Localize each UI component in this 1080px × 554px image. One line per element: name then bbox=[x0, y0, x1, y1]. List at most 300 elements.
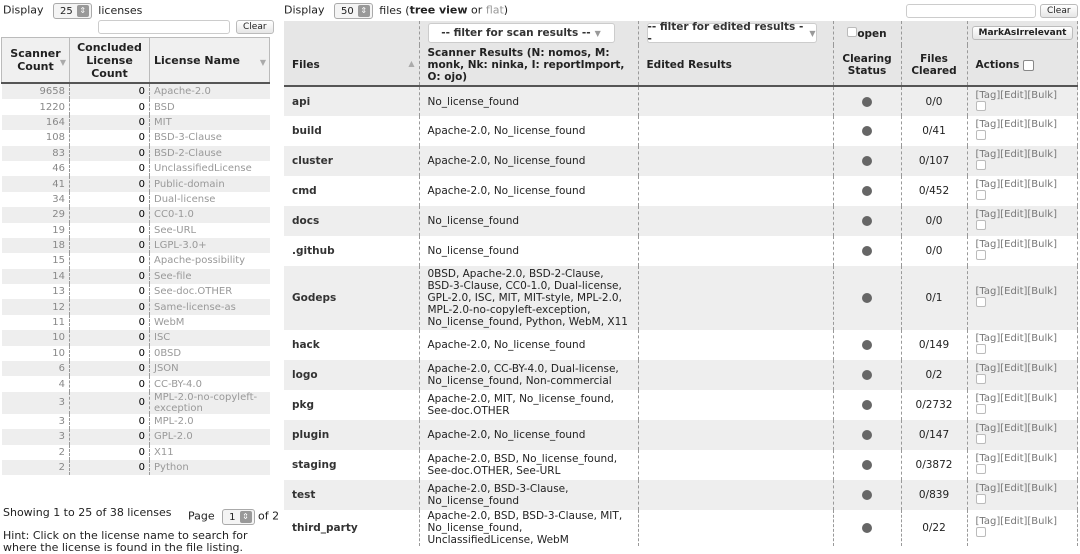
license-display-control bbox=[3, 3, 142, 19]
license-row bbox=[2, 223, 270, 238]
scanner-results: Apache-2.0, No_license_found bbox=[419, 330, 638, 360]
col-files-cleared[interactable]: Files Cleared bbox=[901, 45, 967, 86]
license-name-link[interactable]: ISC bbox=[150, 330, 270, 345]
files-cleared: 0/0 bbox=[901, 206, 967, 236]
action-tag-link[interactable]: [Tag] bbox=[975, 516, 1001, 527]
open-checkbox[interactable] bbox=[847, 27, 857, 37]
license-row bbox=[2, 192, 270, 207]
file-row bbox=[284, 510, 1078, 546]
scanner-count: 164 bbox=[2, 115, 70, 130]
row-checkbox[interactable] bbox=[976, 190, 986, 200]
row-checkbox[interactable] bbox=[976, 220, 986, 230]
edited-results bbox=[638, 390, 833, 420]
action-tag-link[interactable]: [Tag] bbox=[975, 286, 1001, 297]
concluded-count: 0 bbox=[70, 330, 150, 345]
status-dot-icon bbox=[862, 370, 872, 380]
license-row bbox=[2, 146, 270, 161]
file-row bbox=[284, 330, 1078, 360]
concluded-count: 0 bbox=[70, 429, 150, 444]
clearing-status bbox=[833, 330, 901, 360]
clearing-status bbox=[833, 176, 901, 206]
clearing-status bbox=[833, 206, 901, 236]
license-row bbox=[2, 238, 270, 253]
scanner-count: 1220 bbox=[2, 99, 70, 114]
actions-cell bbox=[967, 206, 1078, 236]
license-name-link[interactable]: MPL-2.0 bbox=[150, 414, 270, 429]
concluded-count: 0 bbox=[70, 223, 150, 238]
concluded-count: 0 bbox=[70, 346, 150, 361]
file-name-link[interactable]: docs bbox=[284, 206, 419, 236]
edited-results bbox=[638, 146, 833, 176]
license-name-link[interactable]: BSD-3-Clause bbox=[150, 130, 270, 145]
files-display-control: Display 50 ⇕ files (tree view or flat) bbox=[284, 3, 508, 19]
file-row bbox=[284, 266, 1078, 330]
license-row bbox=[2, 361, 270, 376]
status-dot-icon bbox=[862, 97, 872, 107]
concluded-count: 0 bbox=[70, 460, 150, 475]
scanner-count: 2 bbox=[2, 460, 70, 475]
row-checkbox[interactable] bbox=[976, 494, 986, 504]
file-name-link[interactable]: logo bbox=[284, 360, 419, 390]
clearing-status bbox=[833, 236, 901, 266]
license-name-link[interactable]: See-file bbox=[150, 269, 270, 284]
license-name-link[interactable]: Dual-license bbox=[150, 192, 270, 207]
row-checkbox[interactable] bbox=[976, 250, 986, 260]
license-page-select[interactable]: 1 ⇕ bbox=[222, 509, 254, 525]
scanner-count: 11 bbox=[2, 315, 70, 330]
clearing-status bbox=[833, 390, 901, 420]
edited-results bbox=[638, 360, 833, 390]
file-row bbox=[284, 360, 1078, 390]
scanner-results: Apache-2.0, No_license_found bbox=[419, 176, 638, 206]
license-showing-info: Showing 1 to 25 of 38 licenses bbox=[3, 506, 172, 519]
sort-icon: ▼ bbox=[259, 58, 266, 67]
file-name-link[interactable]: api bbox=[284, 86, 419, 116]
scanner-results: Apache-2.0, BSD, No_license_found, See-doc.OTHER, See-URL bbox=[419, 450, 638, 480]
action-edit-link[interactable]: [Edit] bbox=[1000, 239, 1028, 250]
license-row bbox=[2, 315, 270, 330]
license-row bbox=[2, 130, 270, 145]
edited-results bbox=[638, 450, 833, 480]
concluded-count: 0 bbox=[70, 192, 150, 207]
scanner-count: 12 bbox=[2, 299, 70, 314]
flat-view-link[interactable]: flat bbox=[485, 3, 504, 17]
action-edit-link[interactable]: [Edit] bbox=[1000, 483, 1028, 494]
license-row bbox=[2, 445, 270, 460]
status-dot-icon bbox=[862, 156, 872, 166]
files-cleared: 0/452 bbox=[901, 176, 967, 206]
action-bulk-link[interactable]: [Bulk] bbox=[1027, 209, 1057, 220]
license-row bbox=[2, 346, 270, 361]
scanner-results: Apache-2.0, No_license_found bbox=[419, 420, 638, 450]
license-row bbox=[2, 83, 270, 99]
tree-view-link[interactable]: tree view bbox=[409, 3, 468, 17]
action-tag-link[interactable]: [Tag] bbox=[975, 483, 1001, 494]
scanner-results: Apache-2.0, BSD, BSD-3-Clause, MIT, No_license_found, UnclassifiedLicense, WebM bbox=[419, 510, 638, 546]
edited-results bbox=[638, 236, 833, 266]
action-edit-link[interactable]: [Edit] bbox=[1000, 516, 1028, 527]
license-name-link[interactable]: LGPL-3.0+ bbox=[150, 238, 270, 253]
edited-results bbox=[638, 116, 833, 146]
scanner-results: Apache-2.0, No_license_found bbox=[419, 116, 638, 146]
license-row bbox=[2, 115, 270, 130]
action-edit-link[interactable]: [Edit] bbox=[1000, 89, 1028, 101]
edited-results bbox=[638, 266, 833, 330]
file-name-link[interactable]: cluster bbox=[284, 146, 419, 176]
clearing-status bbox=[833, 480, 901, 510]
files-clear-button[interactable]: Clear bbox=[1040, 4, 1078, 18]
scanner-count: 10 bbox=[2, 346, 70, 361]
files-search-input[interactable] bbox=[906, 4, 1036, 18]
file-row bbox=[284, 116, 1078, 146]
scanner-count: 13 bbox=[2, 284, 70, 299]
action-bulk-link[interactable]: [Bulk] bbox=[1027, 89, 1057, 101]
clearing-status bbox=[833, 266, 901, 330]
sort-up-icon: ▲ bbox=[408, 59, 415, 68]
files-cleared: 0/1 bbox=[901, 266, 967, 330]
license-name-link[interactable]: Apache-2.0 bbox=[150, 83, 270, 99]
filter-scan-cell bbox=[419, 21, 638, 45]
file-row bbox=[284, 480, 1078, 510]
col-scanner-results[interactable]: Scanner Results (N: nomos, M: monk, Nk: ninka, I: reportImport, O: ojo) bbox=[419, 45, 638, 86]
files-cleared: 0/2 bbox=[901, 360, 967, 390]
row-checkbox[interactable] bbox=[976, 464, 986, 474]
scanner-count: 108 bbox=[2, 130, 70, 145]
concluded-count: 0 bbox=[70, 83, 150, 99]
file-name-link[interactable]: hack bbox=[284, 330, 419, 360]
license-row bbox=[2, 176, 270, 191]
concluded-count: 0 bbox=[70, 238, 150, 253]
file-row bbox=[284, 390, 1078, 420]
file-name-link[interactable]: plugin bbox=[284, 420, 419, 450]
filter-edited-cell bbox=[638, 21, 833, 45]
row-checkbox[interactable] bbox=[976, 101, 986, 111]
action-bulk-link[interactable]: [Bulk] bbox=[1027, 483, 1057, 494]
clearing-status bbox=[833, 450, 901, 480]
scanner-count: 41 bbox=[2, 176, 70, 191]
file-row bbox=[284, 176, 1078, 206]
file-name-link[interactable]: pkg bbox=[284, 390, 419, 420]
file-row bbox=[284, 146, 1078, 176]
edited-results bbox=[638, 176, 833, 206]
license-name-link[interactable]: 0BSD bbox=[150, 346, 270, 361]
scanner-count: 10 bbox=[2, 330, 70, 345]
filter-edited-select[interactable]: -- filter for edited results -- ▼ bbox=[647, 21, 816, 45]
license-name-link[interactable]: Same-license-as bbox=[150, 299, 270, 314]
scanner-count: 14 bbox=[2, 269, 70, 284]
row-checkbox[interactable] bbox=[976, 297, 986, 307]
action-edit-link[interactable]: [Edit] bbox=[1000, 393, 1028, 404]
edited-results bbox=[638, 480, 833, 510]
action-edit-link[interactable]: [Edit] bbox=[1000, 453, 1028, 464]
action-tag-link[interactable]: [Tag] bbox=[975, 179, 1001, 190]
action-edit-link[interactable]: [Edit] bbox=[1000, 286, 1028, 297]
action-tag-link[interactable]: [Tag] bbox=[975, 239, 1001, 250]
filter-scan-select[interactable]: -- filter for scan results -- ▼ bbox=[428, 23, 615, 43]
scanner-count: 2 bbox=[2, 445, 70, 460]
licenses-label: licenses bbox=[98, 3, 143, 17]
license-name-link[interactable]: UnclassifiedLicense bbox=[150, 161, 270, 176]
scanner-count: 3 bbox=[2, 392, 70, 414]
license-name-link[interactable]: GPL-2.0 bbox=[150, 429, 270, 444]
col-clearing-status[interactable]: Clearing Status bbox=[833, 45, 901, 86]
scanner-count: 9658 bbox=[2, 83, 70, 99]
actions-cell bbox=[967, 86, 1078, 116]
scanner-count: 46 bbox=[2, 161, 70, 176]
col-license-name[interactable]: License Name ▼ bbox=[150, 38, 270, 84]
status-dot-icon bbox=[862, 293, 872, 303]
col-edited-results[interactable]: Edited Results bbox=[638, 45, 833, 86]
license-name-link[interactable]: See-doc.OTHER bbox=[150, 284, 270, 299]
concluded-count: 0 bbox=[70, 445, 150, 460]
actions-cell bbox=[967, 360, 1078, 390]
row-checkbox[interactable] bbox=[976, 404, 986, 414]
license-row bbox=[2, 284, 270, 299]
files-cleared: 0/0 bbox=[901, 236, 967, 266]
mark-irrelevant-cell bbox=[967, 21, 1078, 45]
license-name-link[interactable]: CC-BY-4.0 bbox=[150, 376, 270, 391]
files-cleared: 0/2732 bbox=[901, 390, 967, 420]
action-bulk-link[interactable]: [Bulk] bbox=[1027, 333, 1057, 344]
license-row bbox=[2, 253, 270, 268]
concluded-count: 0 bbox=[70, 99, 150, 114]
license-row bbox=[2, 330, 270, 345]
clearing-status bbox=[833, 510, 901, 546]
license-name-link[interactable]: WebM bbox=[150, 315, 270, 330]
concluded-count: 0 bbox=[70, 115, 150, 130]
file-row bbox=[284, 206, 1078, 236]
status-dot-icon bbox=[862, 430, 872, 440]
action-tag-link[interactable]: [Tag] bbox=[975, 119, 1001, 130]
license-row bbox=[2, 392, 270, 414]
license-row bbox=[2, 99, 270, 114]
edited-results bbox=[638, 86, 833, 116]
row-checkbox[interactable] bbox=[976, 527, 986, 537]
action-bulk-link[interactable]: [Bulk] bbox=[1027, 119, 1057, 130]
concluded-count: 0 bbox=[70, 269, 150, 284]
col-concluded-count[interactable]: Concluded License Count bbox=[70, 38, 150, 84]
action-bulk-link[interactable]: [Bulk] bbox=[1027, 453, 1057, 464]
license-name-link[interactable]: X11 bbox=[150, 445, 270, 460]
row-checkbox[interactable] bbox=[976, 434, 986, 444]
actions-cell bbox=[967, 176, 1078, 206]
license-row bbox=[2, 161, 270, 176]
license-row bbox=[2, 429, 270, 444]
chevron-down-icon: ▼ bbox=[809, 28, 816, 38]
chevron-updown-icon: ⇕ bbox=[358, 5, 370, 17]
col-files[interactable]: Files ▲ bbox=[284, 45, 419, 86]
action-bulk-link[interactable]: [Bulk] bbox=[1027, 423, 1057, 434]
file-name-link[interactable]: Godeps bbox=[284, 266, 419, 330]
edited-results bbox=[638, 510, 833, 546]
action-tag-link[interactable]: [Tag] bbox=[975, 209, 1001, 220]
chevron-updown-icon: ⇕ bbox=[240, 511, 252, 523]
row-checkbox[interactable] bbox=[976, 130, 986, 140]
file-name-link[interactable]: test bbox=[284, 480, 419, 510]
action-bulk-link[interactable]: [Bulk] bbox=[1027, 239, 1057, 250]
status-dot-icon bbox=[862, 460, 872, 470]
scanner-count: 15 bbox=[2, 253, 70, 268]
concluded-count: 0 bbox=[70, 146, 150, 161]
action-tag-link[interactable]: [Tag] bbox=[975, 393, 1001, 404]
license-row bbox=[2, 460, 270, 475]
file-row bbox=[284, 86, 1078, 116]
license-name-link[interactable]: CC0-1.0 bbox=[150, 207, 270, 222]
status-dot-icon bbox=[862, 126, 872, 136]
scanner-results: Apache-2.0, MIT, No_license_found, See-doc.OTHER bbox=[419, 390, 638, 420]
file-name-link[interactable]: third_party bbox=[284, 510, 419, 546]
scanner-count: 83 bbox=[2, 146, 70, 161]
action-tag-link[interactable]: [Tag] bbox=[975, 423, 1001, 434]
license-name-link[interactable]: BSD bbox=[150, 99, 270, 114]
action-tag-link[interactable]: [Tag] bbox=[975, 89, 1001, 101]
status-dot-icon bbox=[862, 400, 872, 410]
scanner-count: 29 bbox=[2, 207, 70, 222]
row-checkbox[interactable] bbox=[976, 344, 986, 354]
concluded-count: 0 bbox=[70, 253, 150, 268]
scanner-count: 3 bbox=[2, 429, 70, 444]
scanner-results: Apache-2.0, CC-BY-4.0, Dual-license, No_license_found, Non-commercial bbox=[419, 360, 638, 390]
files-cleared: 0/149 bbox=[901, 330, 967, 360]
mark-irrelevant-button[interactable]: MarkAsIrrelevant bbox=[972, 26, 1074, 40]
files-cleared: 0/0 bbox=[901, 86, 967, 116]
status-dot-icon bbox=[862, 340, 872, 350]
scanner-results: Apache-2.0, BSD-3-Clause, No_license_found bbox=[419, 480, 638, 510]
clearing-status bbox=[833, 86, 901, 116]
status-dot-icon bbox=[862, 216, 872, 226]
file-row bbox=[284, 450, 1078, 480]
action-edit-link[interactable]: [Edit] bbox=[1000, 423, 1028, 434]
action-tag-link[interactable]: [Tag] bbox=[975, 333, 1001, 344]
actions-cell bbox=[967, 420, 1078, 450]
actions-cell bbox=[967, 390, 1078, 420]
status-dot-icon bbox=[862, 523, 872, 533]
actions-cell bbox=[967, 266, 1078, 330]
action-bulk-link[interactable]: [Bulk] bbox=[1027, 179, 1057, 190]
file-name-link[interactable]: staging bbox=[284, 450, 419, 480]
concluded-count: 0 bbox=[70, 361, 150, 376]
files-page-size-select[interactable]: 50 ⇕ bbox=[334, 3, 373, 19]
file-name-link[interactable]: cmd bbox=[284, 176, 419, 206]
clearing-status bbox=[833, 420, 901, 450]
scanner-results: No_license_found bbox=[419, 206, 638, 236]
concluded-count: 0 bbox=[70, 130, 150, 145]
display-label: Display bbox=[3, 3, 44, 17]
scanner-count: 3 bbox=[2, 414, 70, 429]
action-edit-link[interactable]: [Edit] bbox=[1000, 363, 1028, 374]
actions-cell bbox=[967, 450, 1078, 480]
license-name-link[interactable]: See-URL bbox=[150, 223, 270, 238]
scanner-results: 0BSD, Apache-2.0, BSD-2-Clause, BSD-3-Clause, CC0-1.0, Dual-license, GPL-2.0, ISC, MIT, MIT-style, MPL-2.0, MPL-2.0-no-copyleft-exception, No_license_found, Python, WebM, X11 bbox=[419, 266, 638, 330]
license-name-link[interactable]: Python bbox=[150, 460, 270, 475]
license-name-link[interactable]: Apache-possibility bbox=[150, 253, 270, 268]
action-tag-link[interactable]: [Tag] bbox=[975, 453, 1001, 464]
license-pager: Page 1 ⇕ of 2 bbox=[188, 509, 279, 525]
license-row bbox=[2, 269, 270, 284]
concluded-count: 0 bbox=[70, 299, 150, 314]
status-dot-icon bbox=[862, 186, 872, 196]
concluded-count: 0 bbox=[70, 392, 150, 414]
action-bulk-link[interactable]: [Bulk] bbox=[1027, 286, 1057, 297]
clearing-status bbox=[833, 360, 901, 390]
filter-spacer bbox=[284, 21, 419, 45]
action-edit-link[interactable]: [Edit] bbox=[1000, 179, 1028, 190]
concluded-count: 0 bbox=[70, 207, 150, 222]
action-bulk-link[interactable]: [Bulk] bbox=[1027, 363, 1057, 374]
files-cleared: 0/22 bbox=[901, 510, 967, 546]
scanner-count: 4 bbox=[2, 376, 70, 391]
scanner-results: No_license_found bbox=[419, 236, 638, 266]
license-name-link[interactable]: MPL-2.0-no-copyleft-exception bbox=[150, 392, 270, 414]
action-edit-link[interactable]: [Edit] bbox=[1000, 119, 1028, 130]
license-name-link[interactable]: MIT bbox=[150, 115, 270, 130]
hint-text: Hint: Click on the license name to search for where the license is found in the file listing. bbox=[3, 529, 248, 554]
sort-icon: ▼ bbox=[59, 58, 66, 67]
scanner-count: 6 bbox=[2, 361, 70, 376]
open-filter-cell: open bbox=[833, 21, 901, 45]
concluded-count: 0 bbox=[70, 376, 150, 391]
license-name-link[interactable]: JSON bbox=[150, 361, 270, 376]
license-table bbox=[1, 37, 270, 475]
edited-results bbox=[638, 330, 833, 360]
action-bulk-link[interactable]: [Bulk] bbox=[1027, 516, 1057, 527]
file-name-link[interactable]: .github bbox=[284, 236, 419, 266]
chevron-down-icon: ▼ bbox=[594, 28, 601, 38]
files-table bbox=[284, 21, 1078, 546]
select-all-checkbox[interactable] bbox=[1023, 60, 1034, 71]
action-bulk-link[interactable]: [Bulk] bbox=[1027, 393, 1057, 404]
col-scanner-count[interactable]: Scanner Count ▼ bbox=[2, 38, 70, 84]
status-dot-icon bbox=[862, 490, 872, 500]
clearing-status bbox=[833, 146, 901, 176]
license-search-input[interactable] bbox=[98, 20, 230, 34]
action-edit-link[interactable]: [Edit] bbox=[1000, 209, 1028, 220]
file-row bbox=[284, 420, 1078, 450]
files-cleared: 0/41 bbox=[901, 116, 967, 146]
file-name-link[interactable]: build bbox=[284, 116, 419, 146]
files-cleared: 0/107 bbox=[901, 146, 967, 176]
file-row bbox=[284, 236, 1078, 266]
row-checkbox[interactable] bbox=[976, 160, 986, 170]
scanner-results: Apache-2.0, No_license_found bbox=[419, 146, 638, 176]
concluded-count: 0 bbox=[70, 414, 150, 429]
actions-cell bbox=[967, 480, 1078, 510]
status-dot-icon bbox=[862, 246, 872, 256]
action-tag-link[interactable]: [Tag] bbox=[975, 363, 1001, 374]
row-checkbox[interactable] bbox=[976, 374, 986, 384]
license-clear-button[interactable]: Clear bbox=[236, 20, 274, 34]
actions-cell bbox=[967, 116, 1078, 146]
actions-cell bbox=[967, 146, 1078, 176]
actions-cell bbox=[967, 330, 1078, 360]
scanner-count: 19 bbox=[2, 223, 70, 238]
license-name-link[interactable]: Public-domain bbox=[150, 176, 270, 191]
scanner-results: No_license_found bbox=[419, 86, 638, 116]
license-page-size-select[interactable]: 25 ⇕ bbox=[53, 3, 92, 19]
actions-cell bbox=[967, 510, 1078, 546]
concluded-count: 0 bbox=[70, 176, 150, 191]
action-edit-link[interactable]: [Edit] bbox=[1000, 149, 1028, 160]
col-actions: Actions bbox=[967, 45, 1078, 86]
concluded-count: 0 bbox=[70, 161, 150, 176]
license-name-link[interactable]: BSD-2-Clause bbox=[150, 146, 270, 161]
license-row bbox=[2, 207, 270, 222]
action-tag-link[interactable]: [Tag] bbox=[975, 149, 1001, 160]
action-bulk-link[interactable]: [Bulk] bbox=[1027, 149, 1057, 160]
filter-spacer-2 bbox=[901, 21, 967, 45]
actions-cell bbox=[967, 236, 1078, 266]
action-edit-link[interactable]: [Edit] bbox=[1000, 333, 1028, 344]
